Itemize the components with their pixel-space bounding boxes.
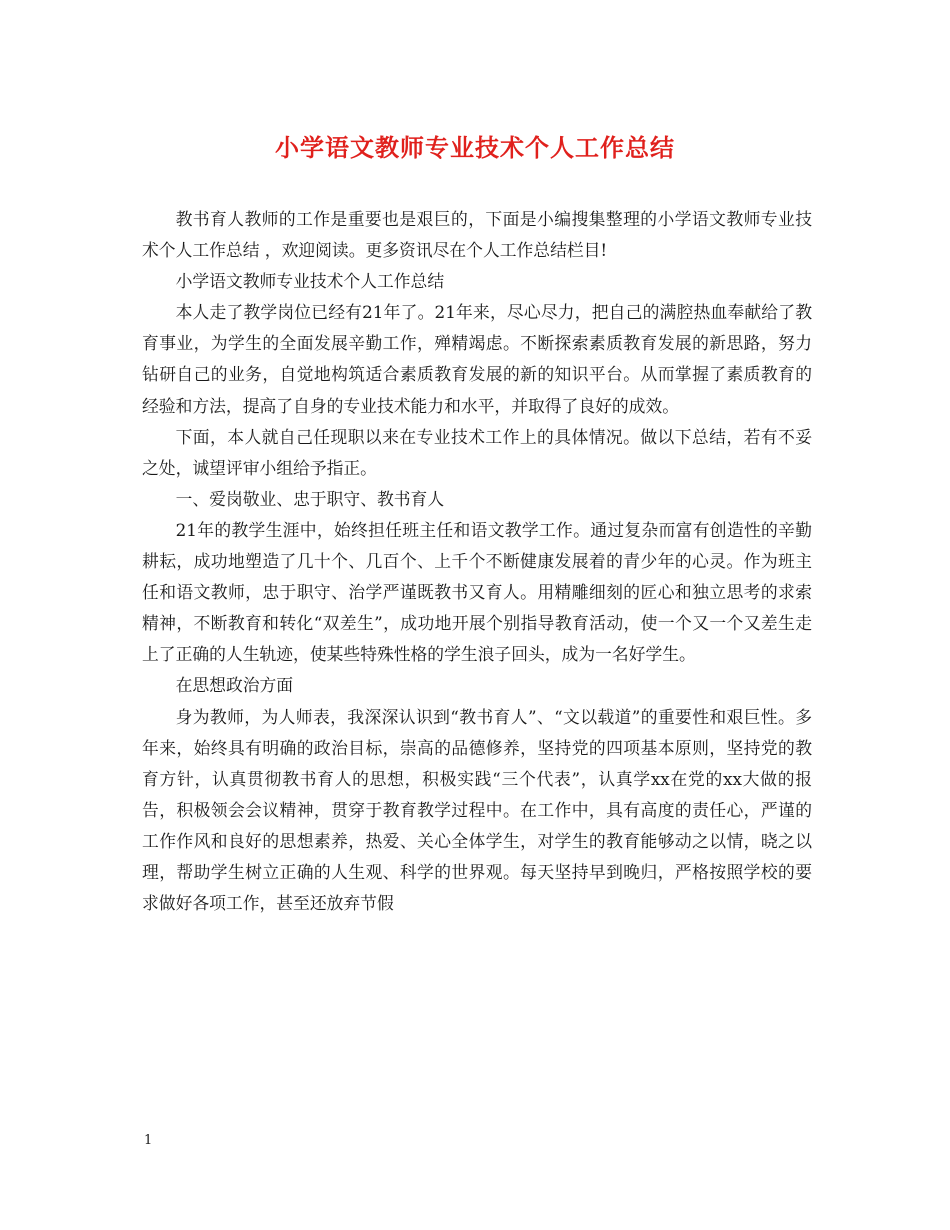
paragraph: 身为教师，为人师表，我深深认识到“教书育人”、“文以载道”的重要性和艰巨性。多年来，始终具有明确的政治目标，崇高的品德修养，坚持党的四项基本原则，坚持党的教育方针，认真贯彻教书育人的思想，积极实践“三个代表”，认真学xx在党的xx大做的报告，积极领会会议精神，贯穿于教育教学过程中。在工作中，具有高度的责任心，严谨的工作作风和良好的思想素养，热爱、关心全体学生，对学生的教育能够动之以情，晓之以理，帮助学生树立正确的人生观、科学的世界观。每天坚持早到晚归，严格按照学校的要求做好各项工作，甚至还放弃节假 bbox=[142, 706, 812, 914]
paragraph: 本人走了教学岗位已经有21年了。21年来，尽心尽力，把自己的满腔热血奉献给了教育事业，为学生的全面发展辛勤工作，殚精竭虑。不断探索素质教育发展的新思路，努力钻研自己的业务，自觉地构筑适合素质教育发展的新的知识平台。从而掌握了素质教育的经验和方法，提高了自身的专业技术能力和水平，并取得了良好的成效。 bbox=[142, 302, 812, 416]
section-heading: 在思想政治方面 bbox=[175, 675, 294, 696]
paragraph: 21年的教学生涯中，始终担任班主任和语文教学工作。通过复杂而富有创造性的辛勤耕耘，成功地塑造了几十个、几百个、上千个不断健康发展着的青少年的心灵。作为班主任和语文教师，忠于职守、治学严谨既教书又育人。用精雕细刻的匠心和独立思考的求索精神，不断教育和转化“双差生”，成功地开展个别指导教育活动，使一个又一个又差生走上了正确的人生轨迹，使某些特殊性格的学生浪子回头，成为一名好学生。 bbox=[142, 519, 812, 665]
section-heading: 一、爱岗敬业、忠于职守、教书育人 bbox=[175, 488, 445, 509]
paragraph-intro: 教书育人教师的工作是重要也是艰巨的，下面是小编搜集整理的小学语文教师专业技术个人工作总结 ，欢迎阅读。更多资讯尽在个人工作总结栏目! bbox=[142, 209, 812, 261]
document-title: 小学语文教师专业技术个人工作总结 bbox=[275, 133, 675, 162]
document-body bbox=[142, 204, 812, 919]
paragraph: 下面，本人就自己任现职以来在专业技术工作上的具体情况。做以下总结，若有不妥之处，诚望评审小组给予指正。 bbox=[142, 426, 812, 478]
paragraph-subtitle: 小学语文教师专业技术个人工作总结 bbox=[175, 271, 445, 292]
page-number: 1 bbox=[144, 1133, 153, 1148]
